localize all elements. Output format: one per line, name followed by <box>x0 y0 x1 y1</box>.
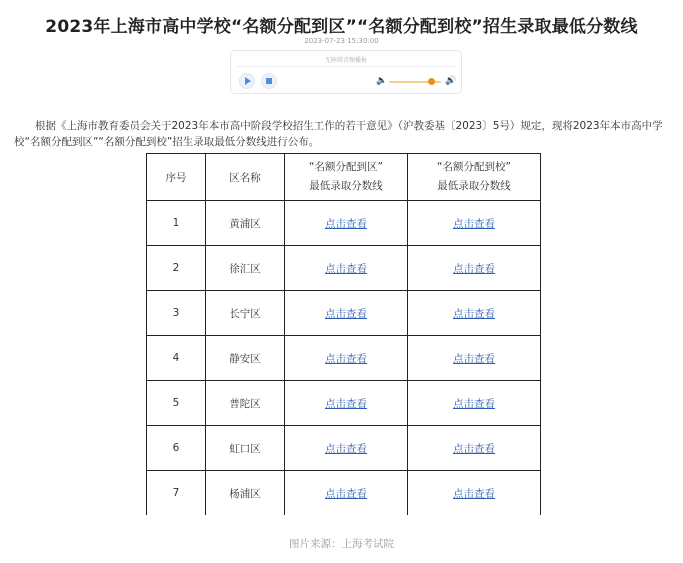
view-school-link[interactable]: 点击查看 <box>453 217 495 230</box>
view-school-link[interactable]: 点击查看 <box>453 352 495 365</box>
view-district-link[interactable]: 点击查看 <box>325 397 367 410</box>
stop-button[interactable] <box>261 73 277 89</box>
player-divider <box>237 66 455 67</box>
table-row <box>147 426 541 471</box>
row-district: 黄浦区 <box>206 201 285 246</box>
row-district: 静安区 <box>206 336 285 381</box>
table-row <box>147 471 541 516</box>
view-district-link[interactable]: 点击查看 <box>325 442 367 455</box>
header-col4-line2: 最低录取分数线 <box>437 180 511 192</box>
view-school-link[interactable]: 点击查看 <box>453 307 495 320</box>
audio-player <box>230 50 462 94</box>
row-num: 6 <box>147 426 206 471</box>
table-row <box>147 336 541 381</box>
volume-low-icon: 🔈 <box>376 76 388 86</box>
header-col4-line1: “名额分配到校” <box>437 161 511 173</box>
audio-player-label: 无障碍音频播报 <box>324 57 367 64</box>
row-district: 徐汇区 <box>206 246 285 291</box>
view-school-link[interactable]: 点击查看 <box>453 397 495 410</box>
table-row <box>147 201 541 246</box>
table-header-row <box>147 154 541 201</box>
article-title: 2023年上海市高中学校“名额分配到区”“名额分配到校”招生录取最低分数线 <box>45 17 638 37</box>
intro-paragraph: 根据《上海市教育委员会关于2023年本市高中阶段学校招生工作的若干意见》（沪教委基〔2023〕5号）规定，现将2023年本市高中学校“名额分配到区”“名额分配到校”招生录取最低分数线进行公布。 <box>14 120 663 148</box>
header-district-allocation <box>285 154 408 201</box>
view-school-link[interactable]: 点击查看 <box>453 262 495 275</box>
header-district: 区名称 <box>206 154 285 201</box>
row-district: 普陀区 <box>206 381 285 426</box>
header-col3-line1: “名额分配到区” <box>309 161 383 173</box>
view-district-link[interactable]: 点击查看 <box>325 217 367 230</box>
row-district: 虹口区 <box>206 426 285 471</box>
header-col3-line2: 最低录取分数线 <box>309 180 383 192</box>
table-row <box>147 246 541 291</box>
header-num: 序号 <box>147 154 206 201</box>
view-school-link[interactable]: 点击查看 <box>453 487 495 500</box>
row-num: 5 <box>147 381 206 426</box>
table-row <box>147 381 541 426</box>
row-num: 4 <box>147 336 206 381</box>
table-row <box>147 291 541 336</box>
view-district-link[interactable]: 点击查看 <box>325 307 367 320</box>
score-table <box>146 153 541 515</box>
play-button[interactable] <box>239 73 255 89</box>
view-district-link[interactable]: 点击查看 <box>325 352 367 365</box>
row-num: 7 <box>147 471 206 516</box>
volume-high-icon: 🔊 <box>445 76 457 86</box>
row-num: 1 <box>147 201 206 246</box>
row-num: 3 <box>147 291 206 336</box>
volume-slider-handle[interactable] <box>428 78 435 85</box>
view-district-link[interactable]: 点击查看 <box>325 262 367 275</box>
publish-date: 2023-07-23 15:30:00 <box>304 37 379 45</box>
view-school-link[interactable]: 点击查看 <box>453 442 495 455</box>
row-district: 长宁区 <box>206 291 285 336</box>
header-school-allocation <box>408 154 541 201</box>
view-district-link[interactable]: 点击查看 <box>325 487 367 500</box>
image-source-caption: 图片来源：上海考试院 <box>289 538 394 550</box>
row-district: 杨浦区 <box>206 471 285 516</box>
row-num: 2 <box>147 246 206 291</box>
